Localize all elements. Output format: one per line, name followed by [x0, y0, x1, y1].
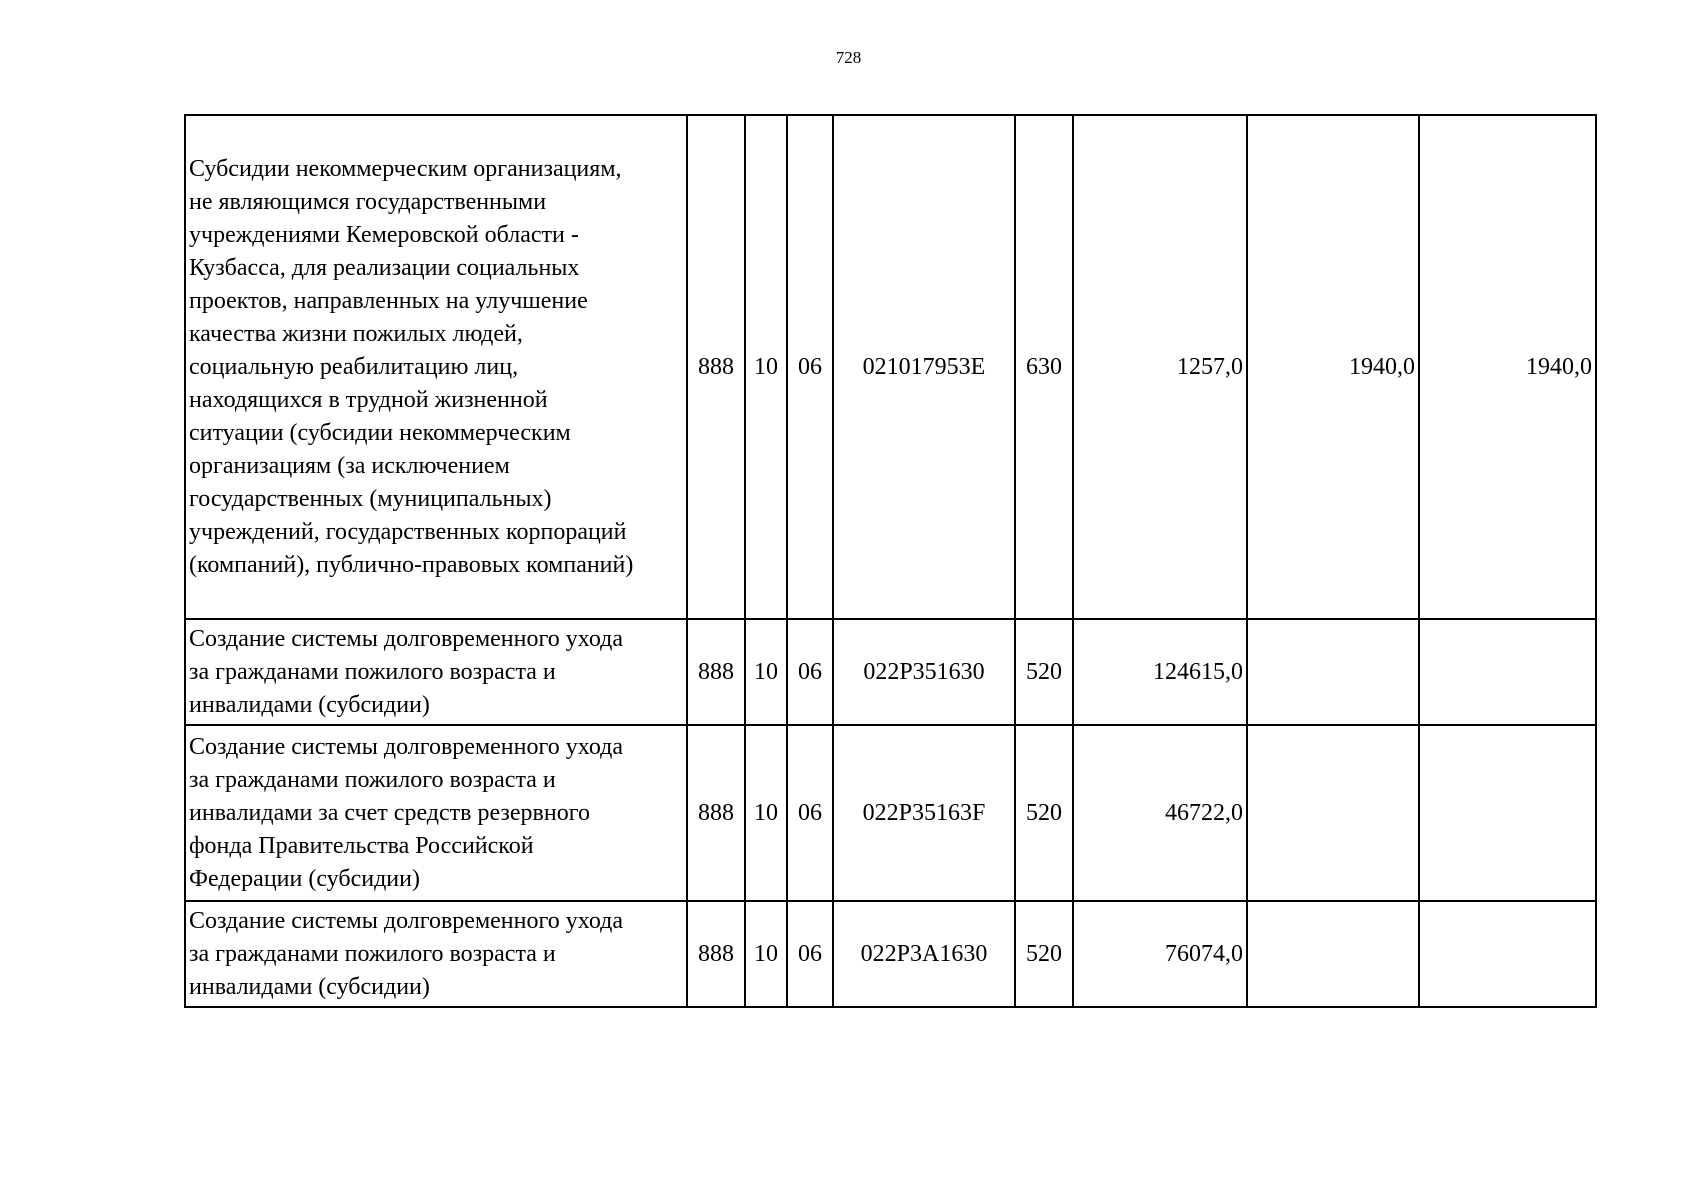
subsection-code: 06 — [787, 115, 833, 619]
row-description: Создание системы долговременного ухода за гражданами пожилого возраста и инвалидами (субсидии) — [185, 619, 687, 725]
row-description: Субсидии некоммерческим организациям, не являющимся государственными учреждениями Кемеровской области - Кузбасса, для реализации социальных проектов, направленных на улучшение качества жизни пожилых людей, социальную реабилитацию лиц, находящихся в трудной жизненной ситуации (субсидии некоммерческим организациям (за исключением государственных (муниципальных) учреждений, государственных корпораций (компаний), публично-правовых компаний) — [185, 115, 687, 619]
row-description: Создание системы долговременного ухода за гражданами пожилого возраста и инвалидами (субсидии) — [185, 901, 687, 1007]
amount-year-3 — [1419, 725, 1596, 901]
amount-year-1: 46722,0 — [1073, 725, 1247, 901]
amount-year-2 — [1247, 619, 1419, 725]
subsection-code: 06 — [787, 725, 833, 901]
expense-type-code: 520 — [1015, 725, 1073, 901]
section-code: 10 — [745, 901, 787, 1007]
table-row — [185, 725, 1596, 901]
subsection-code: 06 — [787, 619, 833, 725]
target-article-code: 022P3A1630 — [833, 901, 1015, 1007]
expense-type-code: 520 — [1015, 619, 1073, 725]
amount-year-2 — [1247, 901, 1419, 1007]
row-description: Создание системы долговременного ухода за гражданами пожилого возраста и инвалидами за счет средств резервного фонда Правительства Российской Федерации (субсидии) — [185, 725, 687, 901]
section-code: 10 — [745, 115, 787, 619]
subsection-code: 06 — [787, 901, 833, 1007]
ministry-code: 888 — [687, 901, 745, 1007]
amount-year-2: 1940,0 — [1247, 115, 1419, 619]
budget-table — [184, 114, 1597, 1008]
target-article-code: 022P35163F — [833, 725, 1015, 901]
amount-year-1: 1257,0 — [1073, 115, 1247, 619]
amount-year-3: 1940,0 — [1419, 115, 1596, 619]
target-article-code: 021017953Е — [833, 115, 1015, 619]
expense-type-code: 630 — [1015, 115, 1073, 619]
expense-type-code: 520 — [1015, 901, 1073, 1007]
ministry-code: 888 — [687, 115, 745, 619]
ministry-code: 888 — [687, 725, 745, 901]
section-code: 10 — [745, 725, 787, 901]
amount-year-3 — [1419, 619, 1596, 725]
amount-year-1: 124615,0 — [1073, 619, 1247, 725]
page-number: 728 — [835, 48, 862, 67]
section-code: 10 — [745, 619, 787, 725]
ministry-code: 888 — [687, 619, 745, 725]
table-row — [185, 115, 1596, 619]
amount-year-3 — [1419, 901, 1596, 1007]
amount-year-1: 76074,0 — [1073, 901, 1247, 1007]
table-row — [185, 901, 1596, 1007]
amount-year-2 — [1247, 725, 1419, 901]
target-article-code: 022P351630 — [833, 619, 1015, 725]
table-row — [185, 619, 1596, 725]
